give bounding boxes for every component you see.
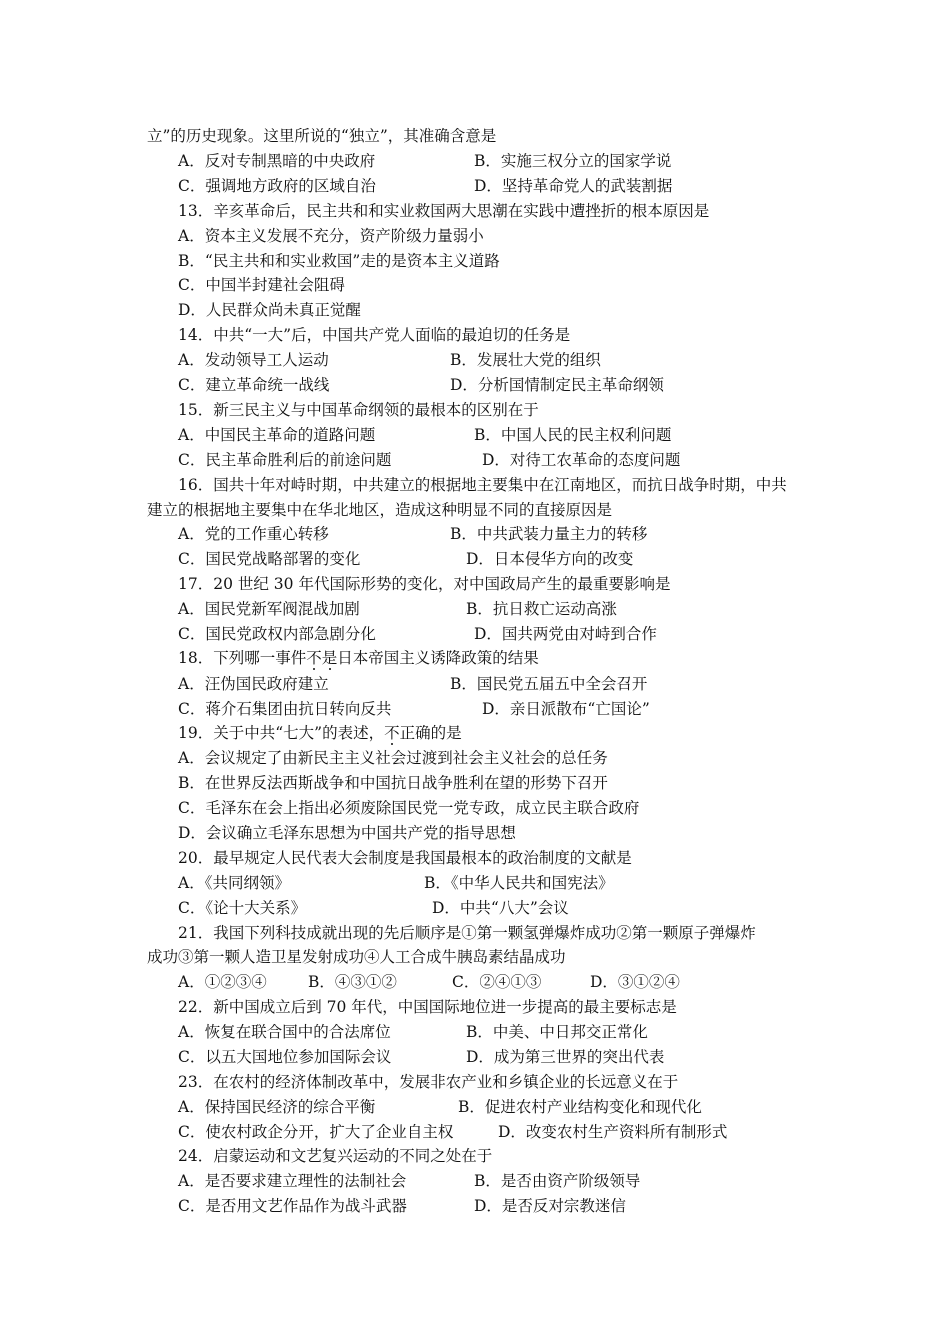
q14-option-b: B．发展壮大党的组织: [450, 351, 601, 369]
q18-option-c: C．蒋介石集团由抗日转向反共: [178, 700, 392, 718]
q20-option-c: C．《论十大关系》: [178, 899, 307, 917]
q22-option-d: D．成为第三世界的突出代表: [466, 1048, 665, 1066]
q16-stem-line2: 建立的根据地主要集中在华北地区，造成这种明显不同的直接原因是: [147, 501, 613, 519]
q23-option-b: B．促进农村产业结构变化和现代化: [458, 1098, 702, 1116]
q14-option-c: C．建立革命统一战线: [178, 376, 330, 394]
q18-stem: [178, 648, 539, 668]
q14-option-a: A．发动领导工人运动: [178, 351, 329, 369]
q16-option-d: D．日本侵华方向的改变: [466, 550, 634, 568]
q13-option-c: C．中国半封建社会阻碍: [178, 276, 345, 294]
q18-stem-pre: 18．下列哪一事件: [178, 649, 307, 667]
q14-stem: 14．中共“一大”后，中国共产党人面临的最迫切的任务是: [178, 326, 571, 344]
q17-option-c: C．国民党政权内部急剧分化: [178, 625, 376, 643]
q12-stem: 立”的历史现象。这里所说的“独立”，其准确含意是: [147, 127, 497, 145]
q24-option-b: B．是否由资产阶级领导: [474, 1172, 641, 1190]
q19-stem-pre: 19．关于中共“七大”的表述，: [178, 724, 385, 742]
q18-option-d: D．亲日派散布“亡国论”: [482, 700, 650, 718]
q24-option-c: C．是否用文艺作品作为战斗武器: [178, 1197, 407, 1215]
q22-option-c: C．以五大国地位参加国际会议: [178, 1048, 392, 1066]
q15-option-b: B．中国人民的民主权利问题: [474, 426, 672, 444]
q15-option-c: C．民主革命胜利后的前途问题: [178, 451, 392, 469]
q19-option-a: A．会议规定了由新民主主义社会过渡到社会主义社会的总任务: [178, 749, 608, 767]
q13-option-a: A．资本主义发展不充分，资产阶级力量弱小: [178, 227, 484, 245]
q23-option-c: C．使农村政企分开，扩大了企业自主权: [178, 1123, 454, 1141]
q19-stem-post: 正确的是: [399, 724, 462, 742]
q19-option-c: C．毛泽东在会上指出必须废除国民党一党专政，成立民主联合政府: [178, 799, 640, 817]
q24-stem: 24．启蒙运动和文艺复兴运动的不同之处在于: [178, 1147, 493, 1165]
q21-stem-line1: 21．我国下列科技成就出现的先后顺序是①第一颗氢弹爆炸成功②第一颗原子弹爆炸: [178, 924, 756, 942]
q20-option-a: A．《共同纲领》: [178, 874, 290, 892]
q23-option-a: A．保持国民经济的综合平衡: [178, 1098, 376, 1116]
q24-option-a: A．是否要求建立理性的法制社会: [178, 1172, 407, 1190]
q19-emphasis-char: 不: [384, 724, 400, 742]
q16-option-c: C．国民党战略部署的变化: [178, 550, 361, 568]
q22-option-a: A．恢复在联合国中的合法席位: [178, 1023, 391, 1041]
q12-option-b: B．实施三权分立的国家学说: [474, 152, 672, 170]
q20-option-d: D．中共“八大”会议: [432, 899, 569, 917]
q12-option-a: A．反对专制黑暗的中央政府: [178, 152, 376, 170]
q21-option-d: D．③①②④: [590, 973, 680, 991]
q23-option-d: D．改变农村生产资料所有制形式: [498, 1123, 728, 1141]
q12-option-c: C．强调地方政府的区域自治: [178, 177, 376, 195]
q15-option-a: A．中国民主革命的道路问题: [178, 426, 376, 444]
q17-stem: 17．20 世纪 30 年代国际形势的变化，对中国政局产生的最重要影响是: [178, 575, 671, 593]
q19-option-b: B．在世界反法西斯战争和中国抗日战争胜利在望的形势下召开: [178, 774, 608, 792]
q19-option-d: D．会议确立毛泽东思想为中国共产党的指导思想: [178, 824, 516, 842]
q17-option-b: B．抗日救亡运动高涨: [466, 600, 617, 618]
q18-stem-post: 日本帝国主义诱降政策的结果: [337, 649, 539, 667]
q15-option-d: D．对待工农革命的态度问题: [482, 451, 681, 469]
q19-stem: [178, 723, 462, 743]
q17-option-a: A．国民党新军阀混战加剧: [178, 600, 360, 618]
q12-option-d: D．坚持革命党人的武装割据: [474, 177, 673, 195]
q18-option-a: A．汪伪国民政府建立: [178, 675, 329, 693]
q13-stem: 13．辛亥革命后，民主共和和实业救国两大思潮在实践中遭挫折的根本原因是: [178, 202, 710, 220]
q14-option-d: D．分析国情制定民主革命纲领: [450, 376, 664, 394]
q15-stem: 15．新三民主义与中国革命纲领的最根本的区别在于: [178, 401, 539, 419]
q13-option-b: B．“民主共和和实业救国”走的是资本主义道路: [178, 252, 500, 270]
q23-stem: 23．在农村的经济体制改革中，发展非农产业和乡镇企业的长远意义在于: [178, 1073, 679, 1091]
q22-option-b: B．中美、中日邦交正常化: [466, 1023, 648, 1041]
q21-option-b: B．④③①②: [308, 973, 397, 991]
q18-emphasis-char-2: 是: [321, 649, 338, 667]
q13-option-d: D．人民群众尚未真正觉醒: [178, 301, 361, 319]
q16-option-b: B．中共武装力量主力的转移: [450, 525, 648, 543]
q16-stem-line1: 16．国共十年对峙时期，中共建立的根据地主要集中在江南地区，而抗日战争时期，中共: [178, 476, 787, 494]
q18-emphasis-char-1: 不: [306, 649, 322, 667]
q21-option-c: C．②④①③: [452, 973, 542, 991]
q24-option-d: D．是否反对宗教迷信: [474, 1197, 626, 1215]
q22-stem: 22．新中国成立后到 70 年代，中国国际地位进一步提高的最主要标志是: [178, 998, 677, 1016]
q21-stem-line2: 成功③第一颗人造卫星发射成功④人工合成牛胰岛素结晶成功: [147, 948, 566, 966]
q17-option-d: D．国共两党由对峙到合作: [474, 625, 657, 643]
q20-stem: 20．最早规定人民代表大会制度是我国最根本的政治制度的文献是: [178, 849, 632, 867]
q21-option-a: A．①②③④: [178, 973, 267, 991]
q18-option-b: B．国民党五届五中全会召开: [450, 675, 648, 693]
q16-option-a: A．党的工作重心转移: [178, 525, 329, 543]
q20-option-b: B．《中华人民共和国宪法》: [424, 874, 614, 892]
